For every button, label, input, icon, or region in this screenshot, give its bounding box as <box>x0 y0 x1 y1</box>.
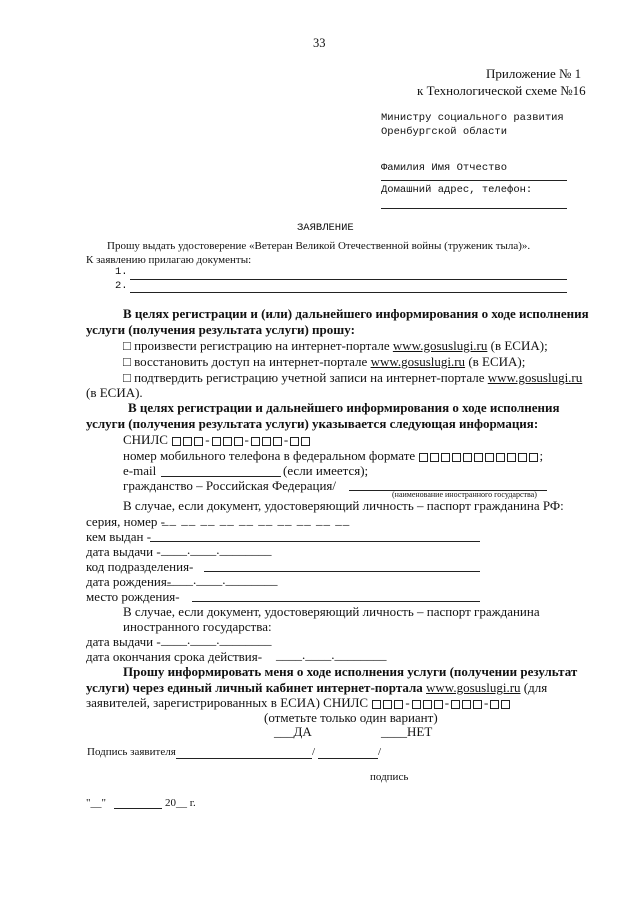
birth-date-field[interactable]: ____.____.________ <box>167 572 278 587</box>
reg-heading-1: В целях регистрации и (или) дальнейшего информирования о ходе исполнения <box>123 306 589 321</box>
foreign-issue-date-label: дата выдачи - <box>86 634 161 649</box>
email-label: e-mail <box>123 463 157 478</box>
foreign-issue-date-field[interactable]: ____.____.________ <box>161 632 272 647</box>
no-option[interactable]: ____НЕТ <box>381 724 433 739</box>
expiry-date-field[interactable]: ____.____.________ <box>276 647 387 662</box>
appendix-title: Приложение № 1 <box>486 66 582 81</box>
reg-option-confirm-tail: (в ЕСИА). <box>86 385 143 400</box>
series-number-field[interactable]: __ __ __ __ __ __ __ __ __ __ <box>162 512 351 527</box>
addressee-line1: Министру социального развития <box>381 112 564 124</box>
request-text: Прошу выдать удостоверение «Ветеран Великой Отечественной войны (труженик тыла)». <box>107 240 531 252</box>
attachment-line-2[interactable] <box>130 292 567 293</box>
phone-label: номер мобильного телефона в федеральном формате <box>123 448 416 463</box>
inform-line-2: услуги) через единый личный кабинет интернет-портала www.gosuslugi.ru (для <box>86 680 548 695</box>
signature-line-2[interactable] <box>318 758 378 759</box>
address-line[interactable] <box>381 208 567 209</box>
issue-date-label: дата выдачи - <box>86 544 161 559</box>
page-number: 33 <box>313 36 326 50</box>
date-month-line[interactable] <box>114 808 162 809</box>
yes-option[interactable]: ___ДА <box>274 724 312 739</box>
info-heading-2: услуги (получения результата услуги) указывается следующая информация: <box>86 416 539 431</box>
reg-option-register[interactable]: □ произвести регистрацию на интернет-портале www.gosuslugi.ru (в ЕСИА); <box>123 338 548 353</box>
attachments-label: К заявлению прилагаю документы: <box>86 254 252 266</box>
attachment-item-2: 2. <box>115 280 128 292</box>
reg-option-restore[interactable]: □ восстановить доступ на интернет-портале www.gosuslugi.ru (в ЕСИА); <box>123 354 526 369</box>
birth-date-label: дата рождения- <box>86 574 172 589</box>
phone-boxes[interactable] <box>418 448 539 463</box>
appendix-subtitle: к Технологической схеме №16 <box>417 83 586 98</box>
applicant-fio: Фамилия Имя Отчество <box>381 162 508 174</box>
applicant-address-label: Домашний адрес, телефон: <box>381 184 533 196</box>
signature-line-1[interactable] <box>176 758 312 759</box>
birth-place-line[interactable] <box>192 601 480 602</box>
fio-line[interactable] <box>381 180 567 181</box>
issued-by-label: кем выдан - <box>86 529 152 544</box>
date-year[interactable]: 20__ г. <box>165 797 196 809</box>
passport-foreign-intro-2: иностранного государства: <box>123 619 272 634</box>
snils-boxes[interactable]: - - - <box>171 432 311 447</box>
attachment-line-1[interactable] <box>130 279 567 280</box>
dept-code-label: код подразделения- <box>86 559 194 574</box>
reg-option-confirm[interactable]: □ подтвердить регистрацию учетной записи на интернет-портале www.gosuslugi.ru <box>123 370 583 385</box>
choose-one-note: (отметьте только один вариант) <box>264 710 438 725</box>
signature-caption: подпись <box>370 771 409 783</box>
inform-snils-boxes[interactable]: - - - <box>371 695 511 710</box>
gosuslugi-link-2[interactable]: www.gosuslugi.ru <box>370 354 466 369</box>
signature-slash-1: / <box>312 746 316 758</box>
snils-label: СНИЛС <box>123 432 168 447</box>
signature-slash-2: / <box>378 746 382 758</box>
expiry-date-label: дата окончания срока действия- <box>86 649 263 664</box>
inform-line-3: заявителей, зарегистрированных в ЕСИА) СНИЛС - - - <box>86 695 511 711</box>
issue-date-field[interactable]: ____.____.________ <box>161 542 272 557</box>
date-day[interactable]: "__" <box>86 797 106 809</box>
signature-label: Подпись заявителя <box>87 746 176 758</box>
passport-rf-intro: В случае, если документ, удостоверяющий личность – паспорт гражданина РФ: <box>123 498 564 513</box>
reg-heading-2: услуги (получения результата услуги) прошу: <box>86 322 355 337</box>
citizenship-label: гражданство – Российская Федерация/ <box>123 478 337 493</box>
passport-foreign-intro-1: В случае, если документ, удостоверяющий личность – паспорт гражданина <box>123 604 540 619</box>
gosuslugi-link-1[interactable]: www.gosuslugi.ru <box>392 338 488 353</box>
info-heading-1: В целях регистрации и дальнейшего информирования о ходе исполнения <box>128 400 560 415</box>
inform-line-1: Прошу информировать меня о ходе исполнения услуги (получении результат <box>123 664 578 679</box>
attachment-item-1: 1. <box>115 266 128 278</box>
series-number-label: серия, номер - <box>86 514 165 529</box>
foreign-state-caption: (наименование иностранного государства) <box>392 490 537 499</box>
gosuslugi-link-4[interactable]: www.gosuslugi.ru <box>426 680 521 695</box>
email-line[interactable] <box>161 476 281 477</box>
snils-row <box>123 432 311 448</box>
gosuslugi-link-3[interactable]: www.gosuslugi.ru <box>487 370 583 385</box>
document-title: ЗАЯВЛЕНИЕ <box>297 222 354 234</box>
birth-place-label: место рождения- <box>86 589 180 604</box>
email-note: (если имеется); <box>283 463 369 478</box>
addressee-line2: Оренбургской области <box>381 126 508 138</box>
phone-row: номер мобильного телефона в федеральном формате ; <box>123 448 544 463</box>
